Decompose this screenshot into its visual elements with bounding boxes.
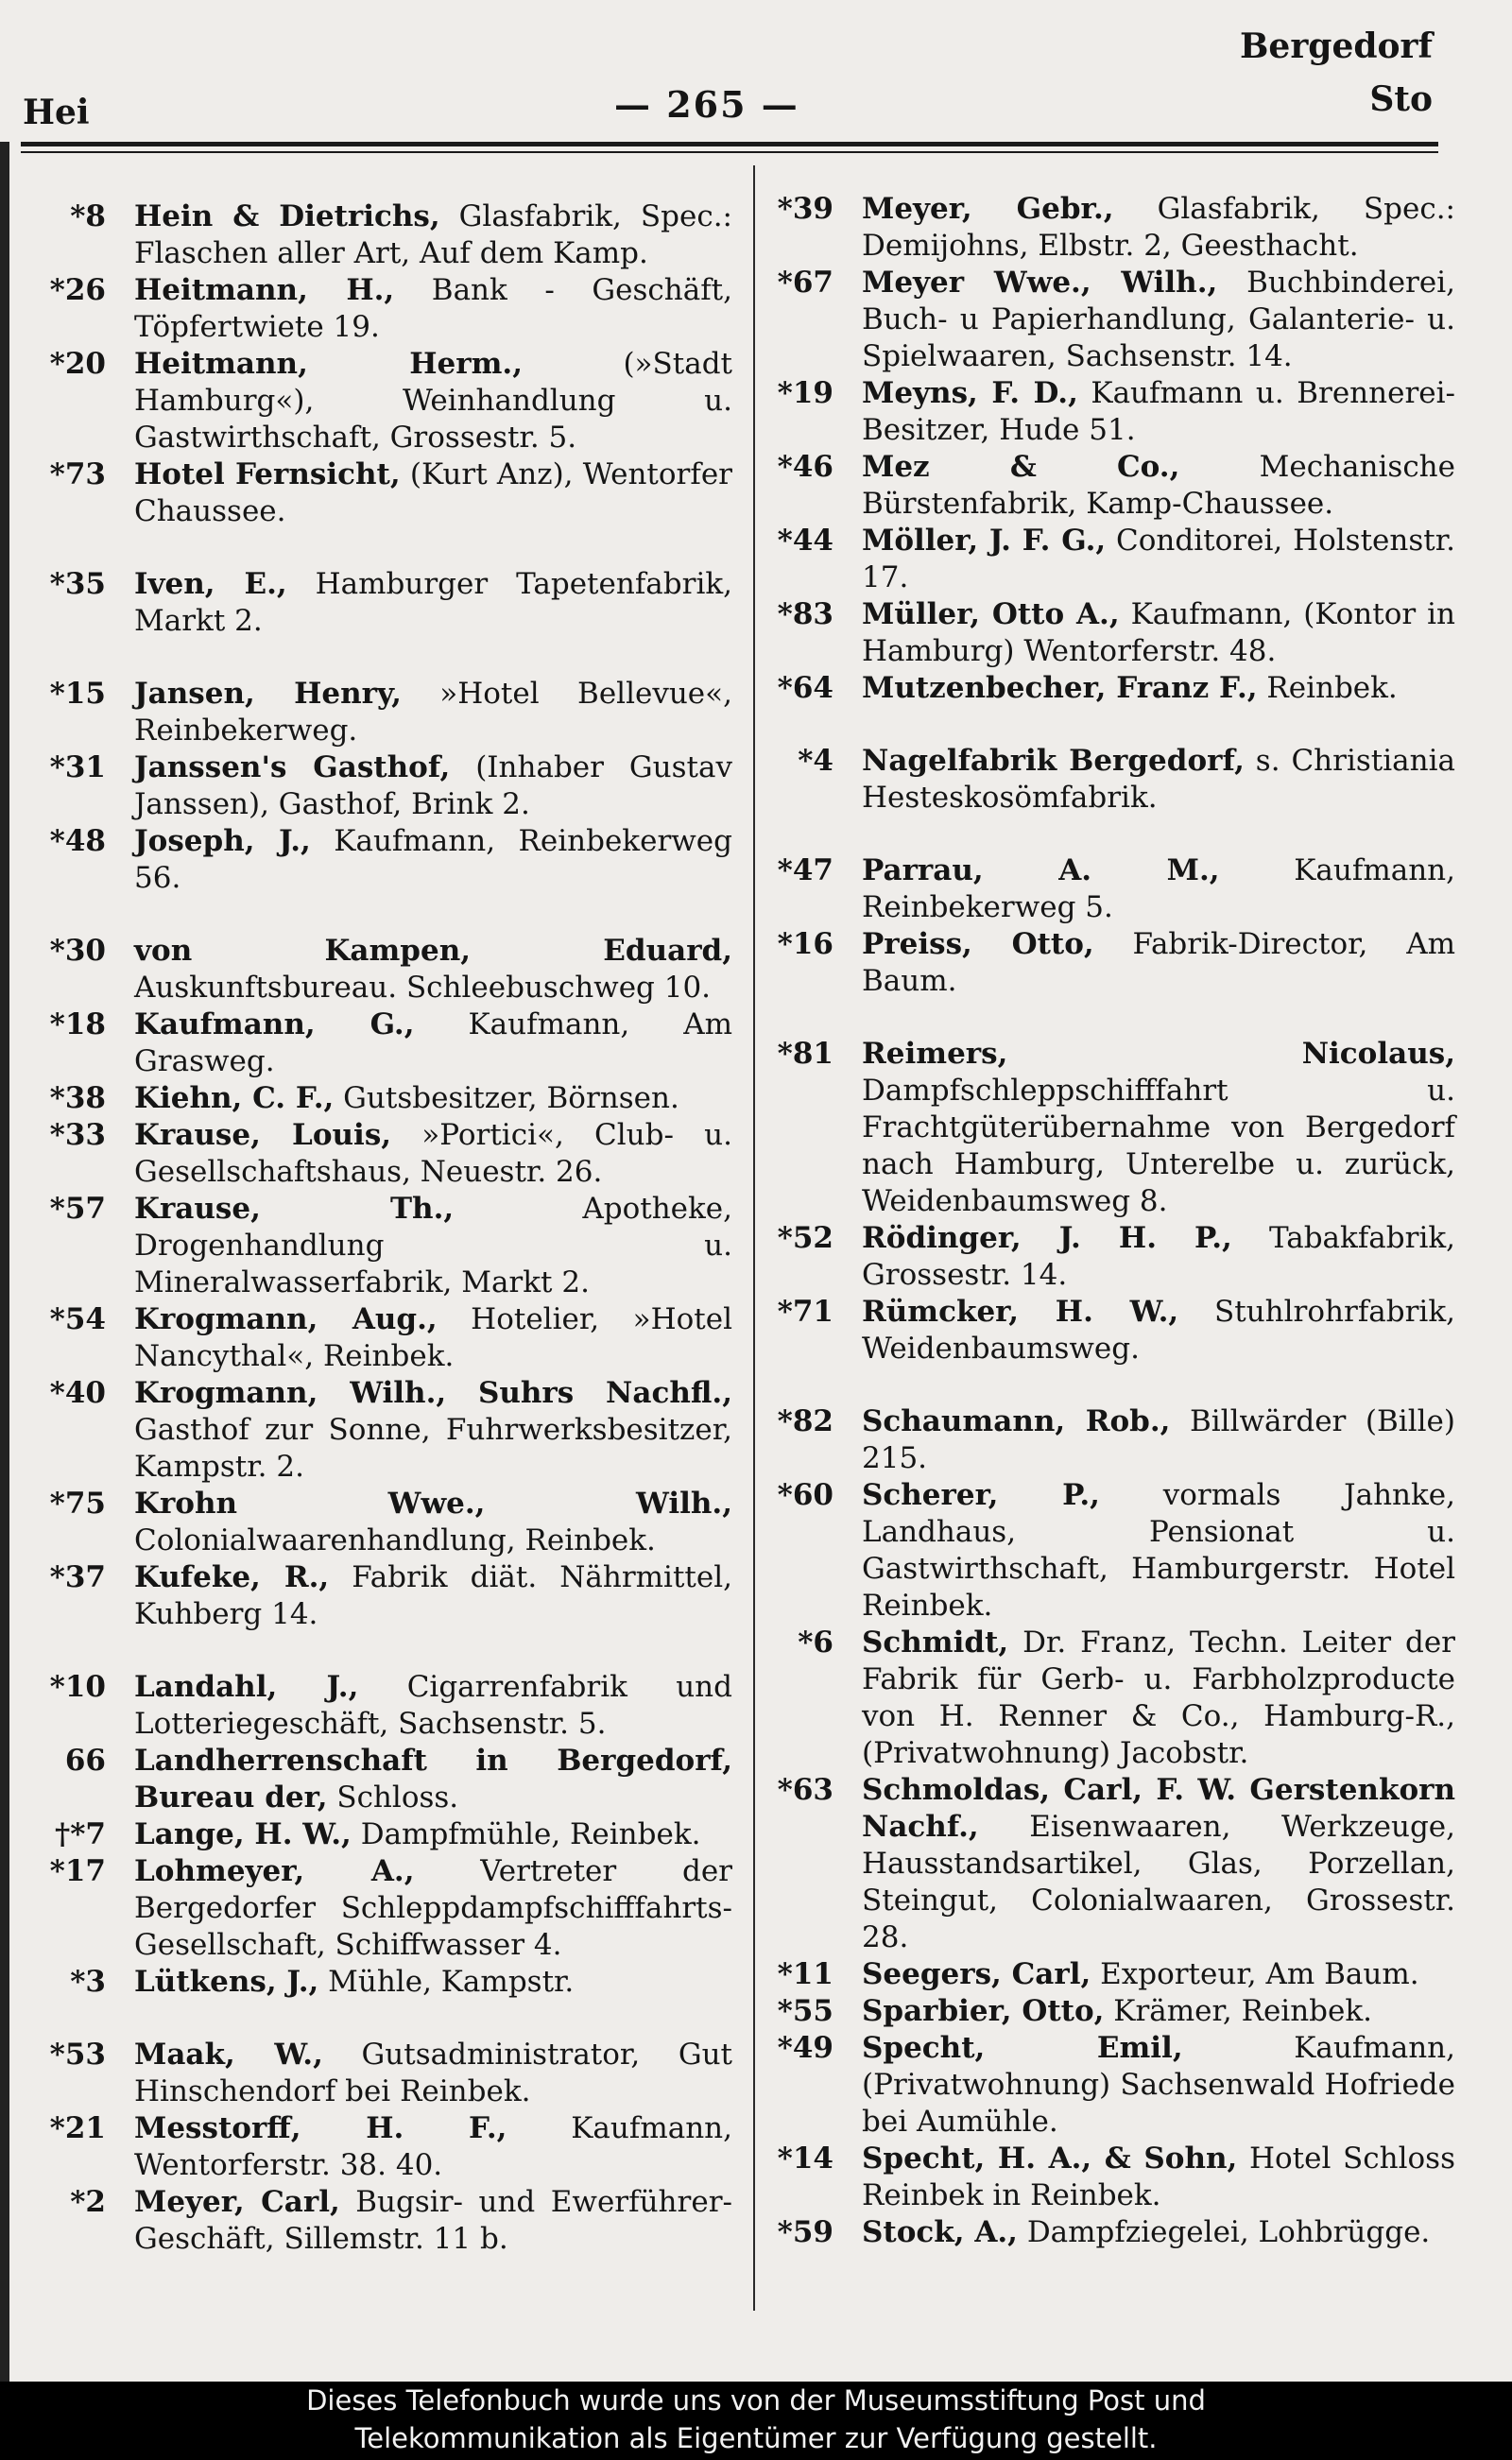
directory-entry (756, 265, 1455, 375)
directory-entry (756, 2214, 1455, 2251)
subscriber-name: Kufeke, R., (134, 1560, 330, 1594)
directory-entry (756, 926, 1455, 1000)
directory-entry (756, 670, 1455, 707)
subscriber-details: Dampfschleppschifffahrt u. Frachtgüterübernahme von Bergedorf nach Hamburg, Unterelbe u. zurück, Weidenbaumsweg 8. (862, 1074, 1455, 1218)
entry-text (134, 1117, 732, 1191)
entry-text (134, 1080, 732, 1117)
subscriber-name: Lange, H. W., (134, 1817, 352, 1851)
entry-text (134, 456, 732, 530)
subscriber-details: Dr. Franz, Techn. Leiter der Fabrik für Gerb- u. Farbholzproducte von H. Renner & Co., Hamburg-R., (Privatwohnung) Jacobstr. (862, 1626, 1455, 1770)
phone-number: *21 (49, 2111, 106, 2145)
subscriber-details: Gasthof zur Sonne, Fuhrwerksbesitzer, Kampstr. 2. (134, 1413, 732, 1484)
directory-entry (28, 272, 732, 346)
subscriber-details: Dampfmühle, Reinbek. (351, 1817, 701, 1851)
directory-entry (28, 1080, 732, 1117)
subscriber-details: Hotelier, »Hotel Nancythal«, Reinbek. (134, 1302, 732, 1373)
phone-number: *83 (777, 597, 833, 631)
subscriber-name: Kiehn, C. F., (134, 1081, 335, 1115)
subscriber-name: Krohn Wwe., Wilh., (134, 1487, 732, 1521)
left-column (28, 198, 732, 2258)
subscriber-name: Messtorff, H. F., (134, 2111, 507, 2145)
phone-number: *31 (49, 750, 106, 784)
subscriber-name: Specht, Emil, (862, 2031, 1183, 2065)
entry-text (862, 2030, 1455, 2141)
phone-number: *18 (49, 1007, 106, 1041)
subscriber-details: Fabrik-Director, Am Baum. (862, 927, 1455, 998)
header-rule-thick (21, 142, 1438, 146)
subscriber-name: Krause, Th., (134, 1192, 455, 1226)
directory-entry (756, 1477, 1455, 1625)
directory-entry (28, 1486, 732, 1559)
subscriber-name: Müller, Otto A., (862, 597, 1120, 631)
directory-entry (28, 566, 732, 640)
subscriber-name: Seegers, Carl, (862, 1957, 1091, 1991)
subscriber-details: Vertreter der Bergedorfer Schleppdampfschifffahrts-Gesellschaft, Schiffwasser 4. (134, 1854, 733, 1962)
directory-entry (28, 1191, 732, 1301)
subscriber-name: Meyer, Carl, (134, 2185, 340, 2219)
subscriber-details: Conditorei, Holstenstr. 17. (862, 524, 1455, 594)
phone-number: *20 (49, 347, 106, 381)
subscriber-details: Kaufmann, (Privatwohnung) Sachsenwald Hofriede bei Aumühle. (862, 2031, 1455, 2139)
subscriber-name: Möller, J. F. G., (862, 524, 1107, 558)
directory-entry (28, 2184, 732, 2258)
phone-number: *6 (798, 1626, 833, 1660)
subscriber-name: Heitmann, H., (134, 273, 395, 307)
entry-text (134, 749, 732, 823)
directory-entry (756, 1403, 1455, 1477)
subscriber-name: Parrau, A. M., (862, 853, 1220, 887)
phone-number: *8 (70, 199, 106, 233)
subscriber-details: s. Christiania Hesteskosömfabrik. (862, 744, 1455, 815)
directory-entry (28, 198, 732, 272)
entry-text (862, 1036, 1455, 1220)
directory-entry (756, 1772, 1455, 1956)
subscriber-name: Sparbier, Otto, (862, 1994, 1105, 2028)
entry-text (134, 1743, 732, 1816)
phone-number: *47 (777, 853, 833, 887)
phone-number: *57 (49, 1192, 106, 1226)
subscriber-name: Mutzenbecher, Franz F., (862, 671, 1258, 705)
directory-entry (28, 1743, 732, 1816)
subscriber-details: Kaufmann, (Kontor in Hamburg) Wentorferstr. 48. (862, 597, 1455, 668)
subscriber-details: Mühle, Kampstr. (318, 1965, 575, 1999)
entry-text (134, 1853, 732, 1964)
header-range-end: Sto (1369, 79, 1433, 119)
directory-entry (756, 852, 1455, 926)
subscriber-name: Meyns, F. D., (862, 376, 1078, 410)
header-town: Bergedorf (1239, 26, 1433, 66)
phone-number: *39 (777, 192, 833, 226)
subscriber-name: Joseph, J., (134, 824, 311, 858)
directory-entry (756, 743, 1455, 817)
footer-line-2: Telekommunikation als Eigentümer zur Verfügung gestellt. (354, 2422, 1158, 2454)
subscriber-details: Krämer, Reinbek. (1104, 1994, 1373, 2028)
phone-number: *26 (49, 273, 106, 307)
header-range-start: Hei (23, 93, 90, 132)
subscriber-details: Fabrik diät. Nährmittel, Kuhberg 14. (134, 1560, 732, 1631)
page-binding-edge (0, 142, 9, 2382)
directory-entry (756, 1036, 1455, 1220)
directory-entry (28, 346, 732, 456)
subscriber-details: Dampfziegelei, Lohbrügge. (1017, 2215, 1431, 2249)
entry-text (862, 743, 1455, 817)
subscriber-details: (Kurt Anz), Wentorfer Chaussee. (134, 457, 732, 528)
right-column (756, 191, 1455, 2251)
entry-text (134, 1375, 732, 1486)
entry-text (862, 523, 1455, 596)
entry-text (134, 1486, 732, 1559)
subscriber-name: Lütkens, J., (134, 1965, 319, 1999)
subscriber-details: Bank - Geschäft, Töpfertwiete 19. (134, 273, 732, 344)
directory-entry (28, 933, 732, 1006)
subscriber-details: »Hotel Bellevue«, Reinbekerweg. (134, 677, 732, 748)
subscriber-details: Kaufmann, Am Grasweg. (134, 1007, 732, 1078)
subscriber-name: Schaumann, Rob., (862, 1404, 1171, 1438)
phone-number: *64 (777, 671, 833, 705)
directory-entry (28, 823, 732, 897)
phone-number: *17 (49, 1854, 106, 1888)
phone-number: *15 (49, 677, 106, 711)
phone-number: *81 (777, 1037, 833, 1071)
phone-number: *44 (777, 524, 833, 558)
phone-number: *10 (49, 1670, 106, 1704)
directory-entry (28, 1375, 732, 1486)
directory-entry (756, 191, 1455, 265)
column-divider (753, 165, 755, 2311)
directory-entry (756, 1625, 1455, 1772)
subscriber-name: Mez & Co., (862, 450, 1180, 484)
phone-number: *35 (49, 567, 106, 601)
subscriber-name: Krogmann, Wilh., Suhrs Nachfl., (134, 1376, 732, 1410)
entry-text (862, 926, 1455, 1000)
phone-number: *75 (49, 1487, 106, 1521)
phone-number: *55 (777, 1994, 833, 2028)
entry-text (862, 1403, 1455, 1477)
phone-number: *67 (777, 266, 833, 300)
entry-text (862, 1956, 1455, 1993)
directory-entry (28, 1853, 732, 1964)
subscriber-details: Bugsir- und Ewerführer-Geschäft, Sillemstr. 11 b. (134, 2185, 732, 2256)
directory-entry (28, 676, 732, 749)
subscriber-details: Schloss. (327, 1780, 459, 1815)
subscriber-details: Kaufmann u. Brennerei-Besitzer, Hude 51. (862, 376, 1455, 447)
phone-number: *40 (49, 1376, 106, 1410)
directory-entry (28, 456, 732, 530)
subscriber-name: Krause, Louis, (134, 1118, 392, 1152)
subscriber-details: Cigarrenfabrik und Lotteriegeschäft, Sachsenstr. 5. (134, 1670, 732, 1741)
entry-text (134, 2037, 732, 2110)
entry-text (862, 1993, 1455, 2030)
subscriber-details: Tabakfabrik, Grossestr. 14. (862, 1221, 1455, 1292)
directory-entry (756, 1220, 1455, 1294)
phone-number: 66 (64, 1744, 106, 1778)
subscriber-name: Schmidt, (862, 1626, 1009, 1660)
phone-number: *30 (49, 934, 106, 968)
phone-number: *4 (798, 744, 833, 778)
directory-entry (756, 375, 1455, 449)
directory-entry (756, 449, 1455, 523)
phone-number: *11 (777, 1957, 833, 1991)
subscriber-name: Schmoldas, Carl, F. W. Gerstenkorn Nachf., (862, 1773, 1455, 1844)
entry-text (134, 1301, 732, 1375)
directory-entry (28, 2110, 732, 2184)
entry-text (134, 823, 732, 897)
phone-number: *33 (49, 1118, 106, 1152)
subscriber-details: vormals Jahnke, Landhaus, Pensionat u. Gastwirthschaft, Hamburgerstr. Hotel Reinbek. (862, 1478, 1455, 1623)
directory-entry (28, 1669, 732, 1743)
directory-entry (28, 1301, 732, 1375)
phone-number: *2 (70, 2185, 106, 2219)
subscriber-name: Kaufmann, G., (134, 1007, 415, 1041)
directory-entry (28, 1559, 732, 1633)
phone-number: *14 (777, 2142, 833, 2176)
directory-entry (756, 1956, 1455, 1993)
subscriber-details: Exporteur, Am Baum. (1091, 1957, 1419, 1991)
directory-entry (756, 2141, 1455, 2214)
directory-entry (28, 1964, 732, 2001)
subscriber-name: Rödinger, J. H. P., (862, 1221, 1232, 1255)
phone-number: *63 (777, 1773, 833, 1807)
phone-number: *53 (49, 2038, 106, 2072)
directory-entry (28, 1006, 732, 1080)
phone-number: *16 (777, 927, 833, 961)
subscriber-name: Maak, W., (134, 2038, 323, 2072)
phone-number: *73 (49, 457, 106, 491)
subscriber-name: Meyer, Gebr., (862, 192, 1114, 226)
entry-text (134, 346, 732, 456)
entry-text (862, 2214, 1455, 2251)
subscriber-details: Eisenwaaren, Werkzeuge, Hausstandsartikel, Glas, Porzellan, Steingut, Colonialwaaren, Grossestr. 28. (862, 1810, 1455, 1954)
entry-text (862, 265, 1455, 375)
entry-text (134, 2184, 732, 2258)
phone-number: *49 (777, 2031, 833, 2065)
entry-text (134, 1559, 732, 1633)
phone-number: †*7 (55, 1817, 106, 1851)
entry-text (134, 1669, 732, 1743)
subscriber-name: Meyer Wwe., Wilh., (862, 266, 1218, 300)
footer-notice (0, 2382, 1512, 2460)
subscriber-details: Kaufmann, Reinbekerweg 56. (134, 824, 732, 895)
directory-entry (756, 1993, 1455, 2030)
entry-text (134, 1964, 732, 2001)
directory-entry (756, 1294, 1455, 1368)
subscriber-details: Glasfabrik, Spec.: Demijohns, Elbstr. 2, Geesthacht. (862, 192, 1455, 263)
entry-text (862, 449, 1455, 523)
subscriber-details: Glasfabrik, Spec.: Flaschen aller Art, Auf dem Kamp. (134, 199, 732, 270)
directory-entry (28, 2037, 732, 2110)
entry-text (134, 566, 732, 640)
subscriber-name: Preiss, Otto, (862, 927, 1094, 961)
footer-line-1: Dieses Telefonbuch wurde uns von der Museumsstiftung Post und (306, 2384, 1206, 2417)
subscriber-name: Iven, E., (134, 567, 287, 601)
subscriber-details: Reinbek. (1257, 671, 1398, 705)
entry-text (862, 1294, 1455, 1368)
phone-number: *59 (777, 2215, 833, 2249)
entry-text (134, 1191, 732, 1301)
subscriber-details: Kaufmann, Reinbekerweg 5. (862, 853, 1455, 924)
phone-number: *82 (777, 1404, 833, 1438)
entry-text (134, 1006, 732, 1080)
entry-text (134, 1816, 732, 1853)
subscriber-details: Hamburger Tapetenfabrik, Markt 2. (134, 567, 732, 638)
directory-entry (756, 596, 1455, 670)
subscriber-details: Mechanische Bürstenfabrik, Kamp-Chaussee. (862, 450, 1455, 521)
phone-number: *52 (777, 1221, 833, 1255)
subscriber-details: Gutsbesitzer, Börnsen. (334, 1081, 679, 1115)
entry-text (862, 1220, 1455, 1294)
entry-text (862, 596, 1455, 670)
entry-text (862, 191, 1455, 265)
subscriber-details: Auskunftsbureau. Schleebuschweg 10. (134, 971, 712, 1005)
phone-number: *3 (70, 1965, 106, 1999)
entry-text (134, 198, 732, 272)
subscriber-details: Kaufmann, Wentorferstr. 38. 40. (134, 2111, 732, 2182)
entry-text (134, 272, 732, 346)
subscriber-name: Reimers, Nicolaus, (862, 1037, 1455, 1071)
page-number: — 265 — (614, 83, 799, 126)
subscriber-details: »Portici«, Club- u. Gesellschaftshaus, Neuestr. 26. (134, 1118, 732, 1189)
directory-entry (756, 523, 1455, 596)
subscriber-name: Krogmann, Aug., (134, 1302, 438, 1336)
directory-entry (28, 1816, 732, 1853)
subscriber-name: Rümcker, H. W., (862, 1295, 1179, 1329)
phone-number: *48 (49, 824, 106, 858)
subscriber-name: Hotel Fernsicht, (134, 457, 401, 491)
entry-text (862, 375, 1455, 449)
phone-number: *38 (49, 1081, 106, 1115)
entry-text (862, 1477, 1455, 1625)
phone-number: *46 (777, 450, 833, 484)
subscriber-name: Lohmeyer, A., (134, 1854, 415, 1888)
subscriber-details: Gutsadministrator, Gut Hinschendorf bei Reinbek. (134, 2038, 733, 2108)
entry-text (134, 933, 732, 1006)
phone-number: *37 (49, 1560, 106, 1594)
directory-entry (28, 1117, 732, 1191)
phone-number: *54 (49, 1302, 106, 1336)
subscriber-details: Hotel Schloss Reinbek in Reinbek. (862, 2142, 1455, 2212)
subscriber-name: von Kampen, Eduard, (134, 934, 732, 968)
phone-number: *19 (777, 376, 833, 410)
subscriber-name: Specht, H. A., & Sohn, (862, 2142, 1238, 2176)
directory-entry (28, 749, 732, 823)
entry-text (862, 852, 1455, 926)
subscriber-name: Nagelfabrik Bergedorf, (862, 744, 1245, 778)
subscriber-name: Heitmann, Herm., (134, 347, 523, 381)
phone-number: *71 (777, 1295, 833, 1329)
subscriber-name: Hein & Dietrichs, (134, 199, 440, 233)
subscriber-details: Colonialwaarenhandlung, Reinbek. (134, 1523, 656, 1557)
entry-text (862, 2141, 1455, 2214)
phone-number: *60 (777, 1478, 833, 1512)
subscriber-name: Stock, A., (862, 2215, 1018, 2249)
subscriber-name: Janssen's Gasthof, (134, 750, 451, 784)
subscriber-details: Buchbinderei, Buch- u Papierhandlung, Galanterie- u. Spielwaaren, Sachsenstr. 14. (862, 266, 1455, 373)
subscriber-details: Billwärder (Bille) 215. (862, 1404, 1455, 1475)
subscriber-details: (Inhaber Gustav Janssen), Gasthof, Brink 2. (134, 750, 732, 821)
entry-text (862, 1625, 1455, 1772)
entry-text (134, 2110, 732, 2184)
entry-text (862, 1772, 1455, 1956)
entry-text (862, 670, 1455, 707)
subscriber-name: Landahl, J., (134, 1670, 359, 1704)
entry-text (134, 676, 732, 749)
header-rule-thin (21, 151, 1438, 153)
directory-entry (756, 2030, 1455, 2141)
subscriber-name: Jansen, Henry, (134, 677, 402, 711)
subscriber-name: Scherer, P., (862, 1478, 1100, 1512)
subscriber-details: Apotheke, Drogenhandlung u. Mineralwasserfabrik, Markt 2. (134, 1192, 732, 1299)
subscriber-details: Stuhlrohrfabrik, Weidenbaumsweg. (862, 1295, 1455, 1366)
subscriber-details: (»Stadt Hamburg«), Weinhandlung u. Gastwirthschaft, Grossestr. 5. (134, 347, 732, 455)
subscriber-name: Landherrenschaft in Bergedorf, Bureau der, (134, 1744, 732, 1815)
